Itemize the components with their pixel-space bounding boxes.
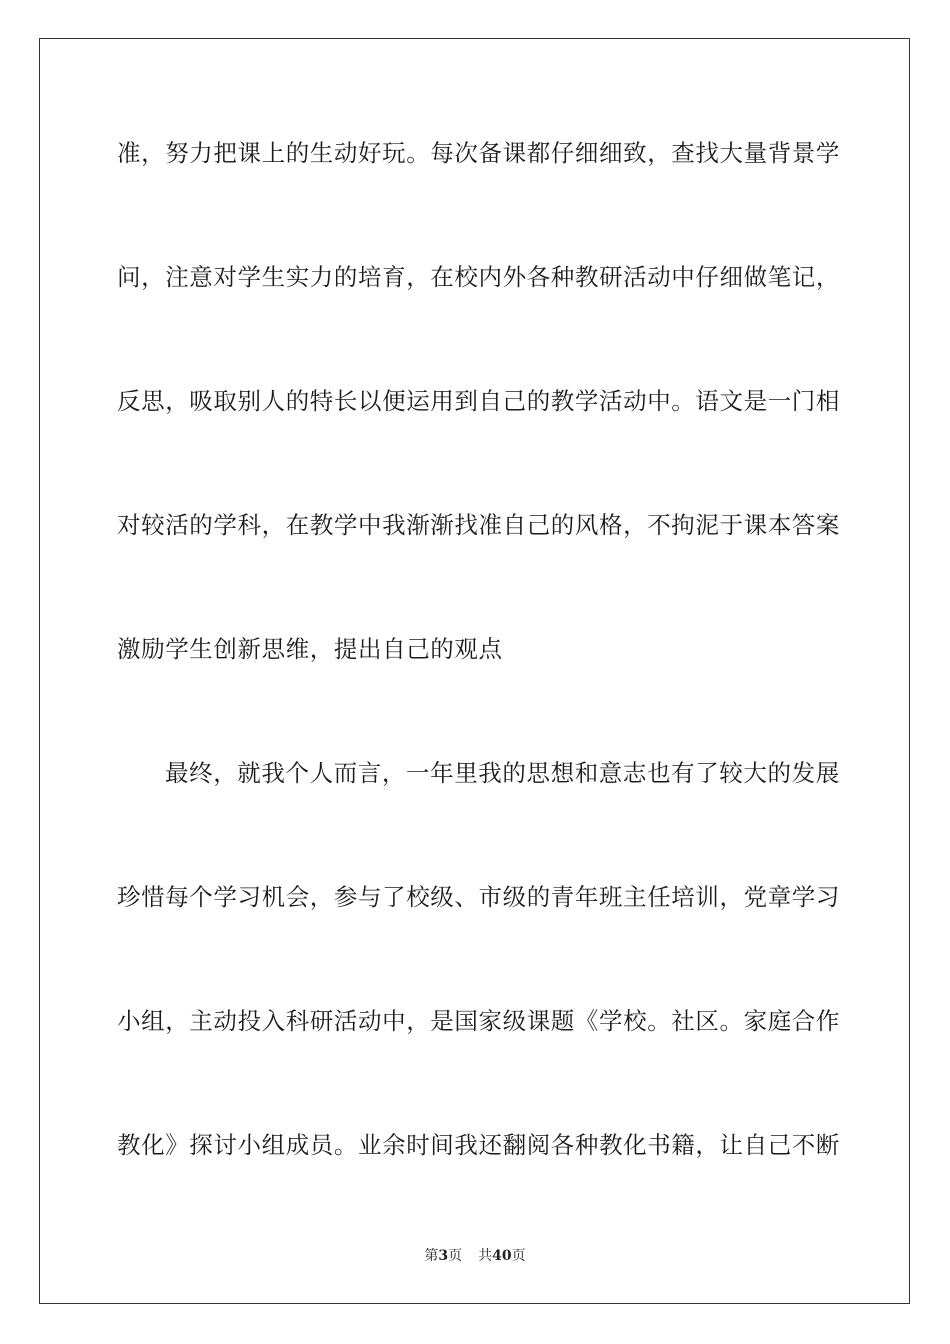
text-line-6: 最终，就我个人而言，一年里我的思想和意志也有了较大的发展 bbox=[165, 759, 840, 787]
text-line-8: 小组，主动投入科研活动中，是国家级课题《学校。社区。家庭合作 bbox=[117, 1007, 840, 1035]
text-line-5: 激励学生创新思维，提出自己的观点 bbox=[117, 635, 503, 663]
text-line-1: 准，努力把课上的生动好玩。每次备课都仔细细致，查找大量背景学 bbox=[117, 139, 840, 167]
page-border bbox=[39, 38, 910, 1304]
page-footer bbox=[0, 1247, 950, 1265]
text-line-9: 教化》探讨小组成员。业余时间我还翻阅各种教化书籍，让自己不断 bbox=[117, 1131, 840, 1159]
text-line-3: 反思，吸取别人的特长以便运用到自己的教学活动中。语文是一门相 bbox=[117, 387, 840, 415]
text-line-7: 珍惜每个学习机会，参与了校级、市级的青年班主任培训，党章学习 bbox=[117, 883, 840, 911]
page-number: 3 bbox=[438, 1248, 449, 1264]
total-pages: 40 bbox=[492, 1248, 512, 1264]
text-line-4: 对较活的学科，在教学中我渐渐找准自己的风格，不拘泥于课本答案 bbox=[117, 511, 840, 539]
page-prefix: 第 bbox=[424, 1248, 439, 1264]
text-line-2: 问，注意对学生实力的培育，在校内外各种教研活动中仔细做笔记， bbox=[117, 263, 840, 291]
page-suffix: 页 bbox=[448, 1248, 463, 1264]
total-prefix: 共 bbox=[478, 1248, 493, 1264]
total-suffix: 页 bbox=[511, 1248, 526, 1264]
